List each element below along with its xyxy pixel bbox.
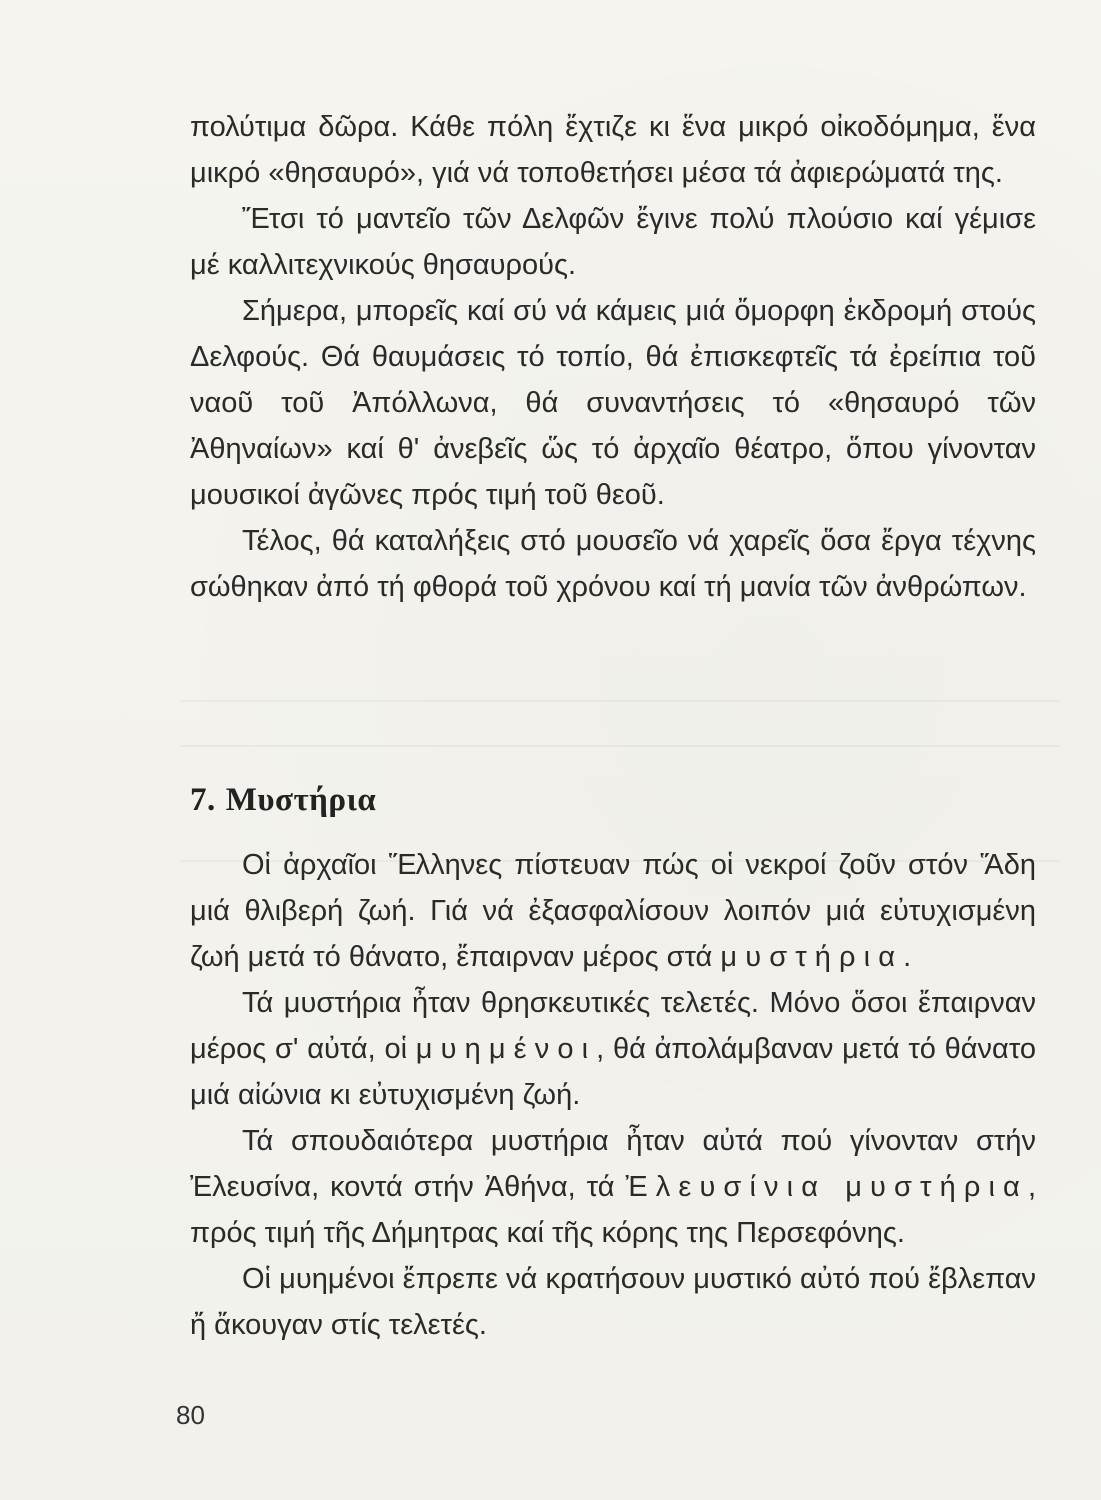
- bleed-through-line: [180, 700, 1060, 702]
- paragraph: [190, 1118, 1036, 1256]
- text-run: Τά μυστήρια ἦταν θρησκευτικές τελετές. Μόνο ὅσοι ἔπαιρναν μέρος σ' αὐτά, οἱ: [190, 987, 1036, 1065]
- section-number: 7.: [190, 782, 216, 818]
- paragraph: πολύτιμα δῶρα. Κάθε πόλη ἔχτιζε κι ἕνα μικρό οἰκοδόμημα, ἕνα μικρό «θησαυρό», γιά νά τοποθετήσει μέσα τά ἀφιερώματά της.: [190, 111, 1036, 189]
- paragraph: [190, 980, 1036, 1118]
- paragraph: Ἔτσι τό μαντεῖο τῶν Δελφῶν ἔγινε πολύ πλούσιο καί γέμισε μέ καλλιτεχνικούς θησαυρούς.: [190, 203, 1036, 281]
- section-title: Μυστήρια: [225, 782, 377, 818]
- paragraph: [190, 842, 1036, 980]
- paragraph: Οἱ μυημένοι ἔπρεπε νά κρατήσουν μυστικό αὐτό πού ἔβλεπαν ἤ ἄκουγαν στίς τελετές.: [190, 1263, 1036, 1341]
- section-heading: [190, 782, 376, 819]
- text-run: Οἱ ἀρχαῖοι Ἕλληνες πίστευαν πώς οἱ νεκροί ζοῦν στόν Ἅδη μιά θλιβερή ζωή. Γιά νά ἐξασφαλίσουν λοιπόν μιά εὐτυχισμένη ζωή μετά τό θάνατο, ἔπαιρναν μέρος στά: [190, 849, 1036, 973]
- spaced-term: Ἐλευσίνια μυστήρια: [625, 1171, 1028, 1203]
- paragraph: Σήμερα, μπορεῖς καί σύ νά κάμεις μιά ὄμορφη ἐκδρομή στούς Δελφούς. Θά θαυμάσεις τό τοπίο, θά ἐπισκεφτεῖς τά ἐρείπια τοῦ ναοῦ τοῦ Ἀπόλλωνα, θά συναντήσεις τό «θησαυρό τῶν Ἀθηναίων» καί θ' ἀνεβεῖς ὥς τό ἀρχαῖο θέατρο, ὅπου γίνονταν μουσικοί ἀγῶνες πρός τιμή τοῦ θεοῦ.: [190, 295, 1036, 511]
- paragraph: Τέλος, θά καταλήξεις στό μουσεῖο νά χαρεῖς ὅσα ἔργα τέχνης σώθηκαν ἀπό τή φθορά τοῦ χρόνου καί τή μανία τῶν ἀνθρώπων.: [190, 525, 1036, 603]
- text-run: Τά σπουδαιότερα μυστήρια ἦταν αὐτά πού γίνονταν στήν Ἐλευσίνα, κοντά στήν Ἀθήνα, τά: [190, 1125, 1036, 1203]
- spaced-term: μυημένοι: [415, 1033, 597, 1065]
- spaced-term: μυστήρια: [720, 941, 904, 973]
- section-2-text: [190, 842, 1036, 1348]
- text-run: .: [903, 941, 912, 973]
- text-run: , θά ἀπολάμβαναν μετά τό θάνατο μιά αἰώνια κι εὐτυχισμένη ζωή.: [190, 1033, 1036, 1111]
- section-1-text: [190, 104, 1036, 610]
- page-number: 80: [176, 1400, 205, 1430]
- text-run: , πρός τιμή τῆς Δήμητρας καί τῆς κόρης της Περσεφόνης.: [190, 1171, 1036, 1249]
- bleed-through-line: [180, 745, 1060, 747]
